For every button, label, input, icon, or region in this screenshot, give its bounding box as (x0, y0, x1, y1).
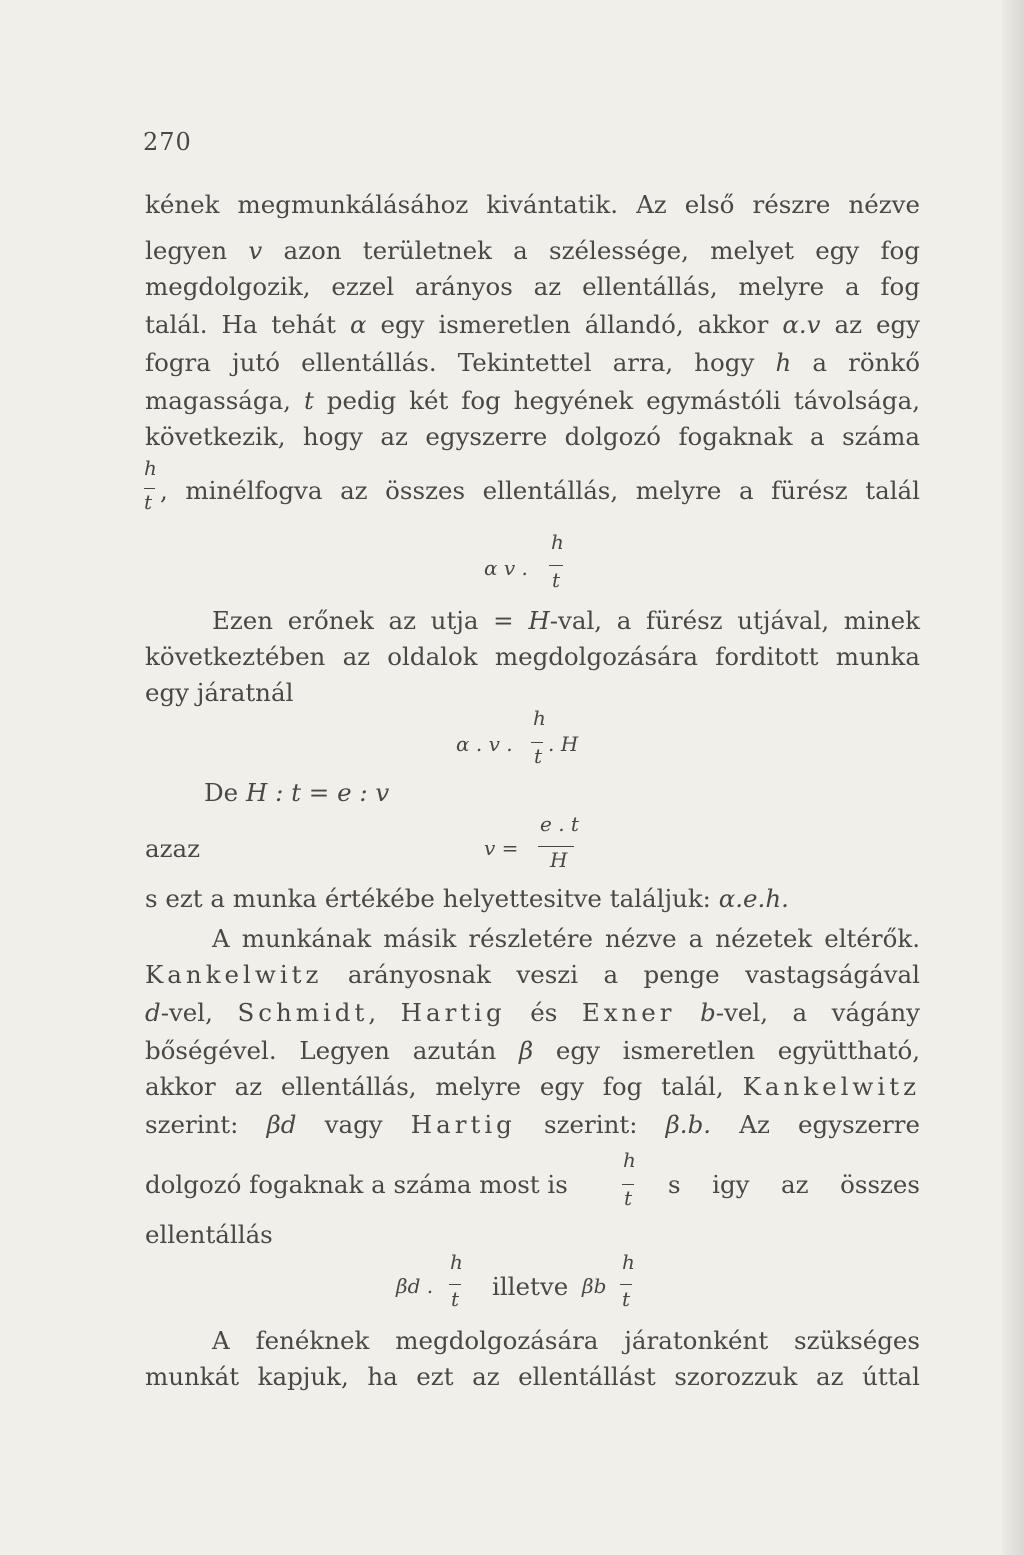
fraction-denominator: t (624, 1186, 633, 1210)
text-line: szerint: βd vagy Hartig szerint: β.b. Az egyszerre (145, 1110, 920, 1139)
text-line: dolgozó fogaknak a száma most is (145, 1170, 568, 1199)
text-line: legyen v azon területnek a szélessége, melyet egy fog (145, 236, 920, 265)
fraction-denominator: t (534, 744, 543, 768)
formula-dot-H: . H (548, 732, 579, 756)
fraction-numerator: h (551, 530, 564, 554)
fraction-numerator: h (144, 456, 157, 480)
fraction-numerator: h (533, 706, 546, 730)
formula-beta-d: βd . (396, 1274, 434, 1298)
page-edge (1002, 0, 1024, 1555)
fraction-numerator: e . t (540, 812, 579, 836)
page-number: 270 (143, 128, 192, 156)
text-line: Ezen erőnek az utja = H-val, a fürész utjával, minek (212, 606, 920, 635)
text-line: ellentállás (145, 1220, 273, 1249)
text-line: , minélfogva az összes ellentállás, melyre a fürész talál (160, 476, 920, 505)
text-line: magassága, t pedig két fog hegyének egymástóli távolsága, (145, 386, 920, 415)
text-line: d-vel, Schmidt, Hartig és Exner b-vel, a vágány (145, 998, 920, 1027)
text-line: Kankelwitz arányosnak veszi a penge vastagságával (145, 960, 920, 989)
text-line: bőségével. Legyen azután β egy ismeretlen együttható, (145, 1036, 920, 1065)
text-line: De H : t = e : v (204, 778, 390, 807)
text-line: munkát kapjuk, ha ezt az ellentállást szorozzuk az úttal (145, 1362, 920, 1391)
fraction-bar (549, 565, 563, 566)
text-line: A fenéknek megdolgozására járatonként szükséges (212, 1326, 920, 1355)
fraction-bar (531, 742, 543, 743)
fraction-numerator: h (623, 1148, 636, 1172)
fraction-numerator: h (450, 1250, 463, 1274)
formula-v-eq: v = (484, 836, 519, 860)
text-line: s igy az összes (668, 1170, 920, 1199)
text-line: következtében az oldalok megdolgozására forditott munka (145, 642, 920, 671)
formula-beta-b: βb (582, 1274, 607, 1298)
fraction-bar (538, 846, 574, 847)
formula-alpha-v: α . v . (456, 732, 513, 756)
fraction-denominator: t (622, 1287, 631, 1311)
text-line: A munkának másik részletére nézve a nézetek eltérők. (212, 924, 920, 953)
text-line: következik, hogy az egyszerre dolgozó fogaknak a száma (145, 422, 920, 451)
fraction-bar (620, 1284, 632, 1285)
text-line: talál. Ha tehát α egy ismeretlen állandó, akkor α.v az egy (145, 310, 920, 339)
text-line: s ezt a munka értékébe helyettesitve találjuk: α.e.h. (145, 884, 789, 913)
text-line: illetve (492, 1272, 569, 1301)
fraction-denominator: t (451, 1287, 460, 1311)
formula-alpha-v: α v . (484, 556, 528, 580)
text-line: egy járatnál (145, 678, 294, 707)
text-line: fogra jutó ellentállás. Tekintettel arra, hogy h a rönkő (145, 348, 920, 377)
fraction-bar (622, 1184, 634, 1185)
text-line: akkor az ellentállás, melyre egy fog talál, Kankelwitz (145, 1072, 920, 1101)
fraction-bar (144, 488, 155, 489)
fraction-bar (449, 1284, 461, 1285)
fraction-denominator: t (144, 490, 153, 514)
fraction-numerator: h (622, 1250, 635, 1274)
text-line: megdolgozik, ezzel arányos az ellentállás, melyre a fog (145, 272, 920, 301)
text-line: azaz (145, 834, 201, 863)
fraction-denominator: t (552, 568, 561, 592)
fraction-denominator: H (550, 848, 568, 872)
text-line: kének megmunkálásához kivántatik. Az első részre nézve (145, 190, 920, 219)
